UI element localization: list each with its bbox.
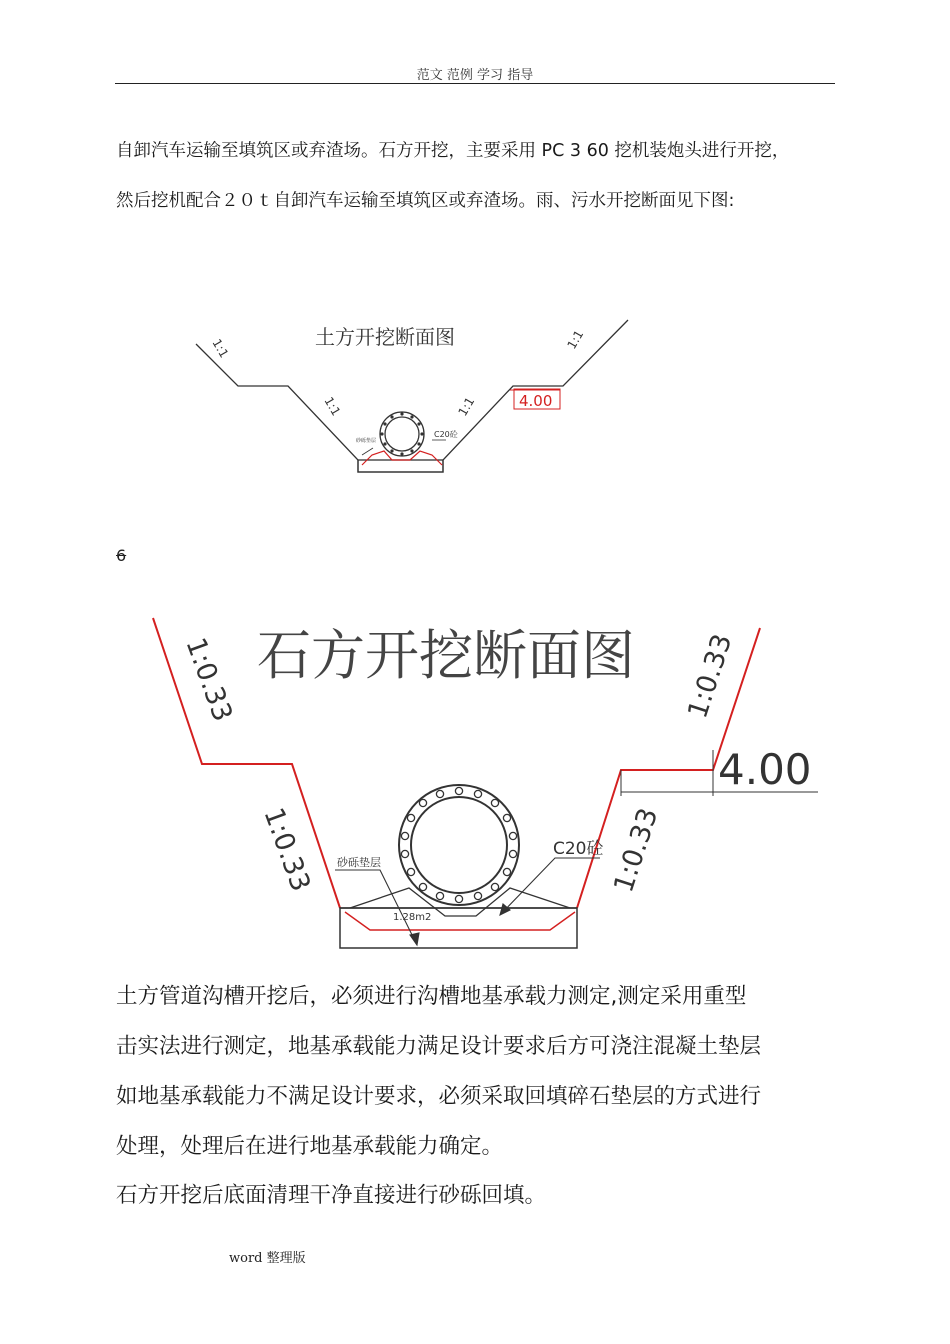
rock-bedding-label: 砂砾垫层 xyxy=(337,856,381,869)
earth-width-label: 4.00 xyxy=(519,392,553,410)
intro-line-2: 然后挖机配合２０ｔ自卸汽车运输至填筑区或弃渣场。雨、污水开挖断面见下图: xyxy=(116,191,735,211)
rock-pipe-outer xyxy=(399,785,519,905)
body-line-5: 石方开挖后底面清理干净直接进行砂砾回填。 xyxy=(116,1183,547,1208)
rock-slope-inner-left: 1:0.33 xyxy=(257,803,317,896)
earth-diagram-title: 土方开挖断面图 xyxy=(315,325,455,349)
rock-concrete-label: C20砼 xyxy=(553,839,604,859)
page-header: 范文 范例 学习 指导 xyxy=(416,68,534,83)
body-line-2: 击实法进行测定，地基承载能力满足设计要求后方可浇注混凝土垫层 xyxy=(116,1034,762,1059)
rock-slope-inner-right: 1:0.33 xyxy=(608,804,665,897)
earth-pipe-outer xyxy=(380,412,424,456)
earth-slope-outer-right: 1:1 xyxy=(564,327,587,352)
rock-diagram-title: 石方开挖断面图 xyxy=(257,624,635,687)
earth-slope-outer-left: 1:1 xyxy=(209,336,232,361)
earth-pipe-inner xyxy=(385,417,419,451)
rock-width-label: 4.00 xyxy=(718,745,812,794)
rock-excavation-diagram xyxy=(0,600,950,970)
rock-trench-base xyxy=(340,908,577,948)
intro-line-1: 自卸汽车运输至填筑区或弃渣场。石方开挖，主要采用 PC 3 60 挖机装炮头进行开挖， xyxy=(116,141,790,161)
earth-concrete-label: C20砼 xyxy=(434,430,458,439)
rock-area-label: 1.28m2 xyxy=(393,912,432,923)
body-line-3: 如地基承载能力不满足设计要求，必须采取回填碎石垫层的方式进行 xyxy=(116,1084,762,1109)
earth-slope-inner-left: 1:1 xyxy=(321,394,344,419)
body-line-4: 处理，处理后在进行地基承载能力确定。 xyxy=(116,1134,504,1159)
rock-slope-outer-right: 1:0.33 xyxy=(682,630,739,723)
rock-pipe-inner xyxy=(411,797,507,893)
earth-slope-inner-right: 1:1 xyxy=(455,394,478,419)
anchor-mark: 6 xyxy=(116,546,127,565)
rock-slope-outer-left: 1:0.33 xyxy=(179,633,239,726)
page-footer: word 整理版 xyxy=(229,1251,306,1266)
rock-bedding-line xyxy=(345,912,575,930)
earth-excavation-diagram xyxy=(0,300,950,550)
earth-bedding-label: 砂砾垫层 xyxy=(356,438,377,444)
body-line-1: 土方管道沟槽开挖后，必须进行沟槽地基承载力测定,测定采用重型 xyxy=(116,984,747,1009)
earth-trench-base xyxy=(358,460,443,472)
header-rule xyxy=(115,83,835,84)
